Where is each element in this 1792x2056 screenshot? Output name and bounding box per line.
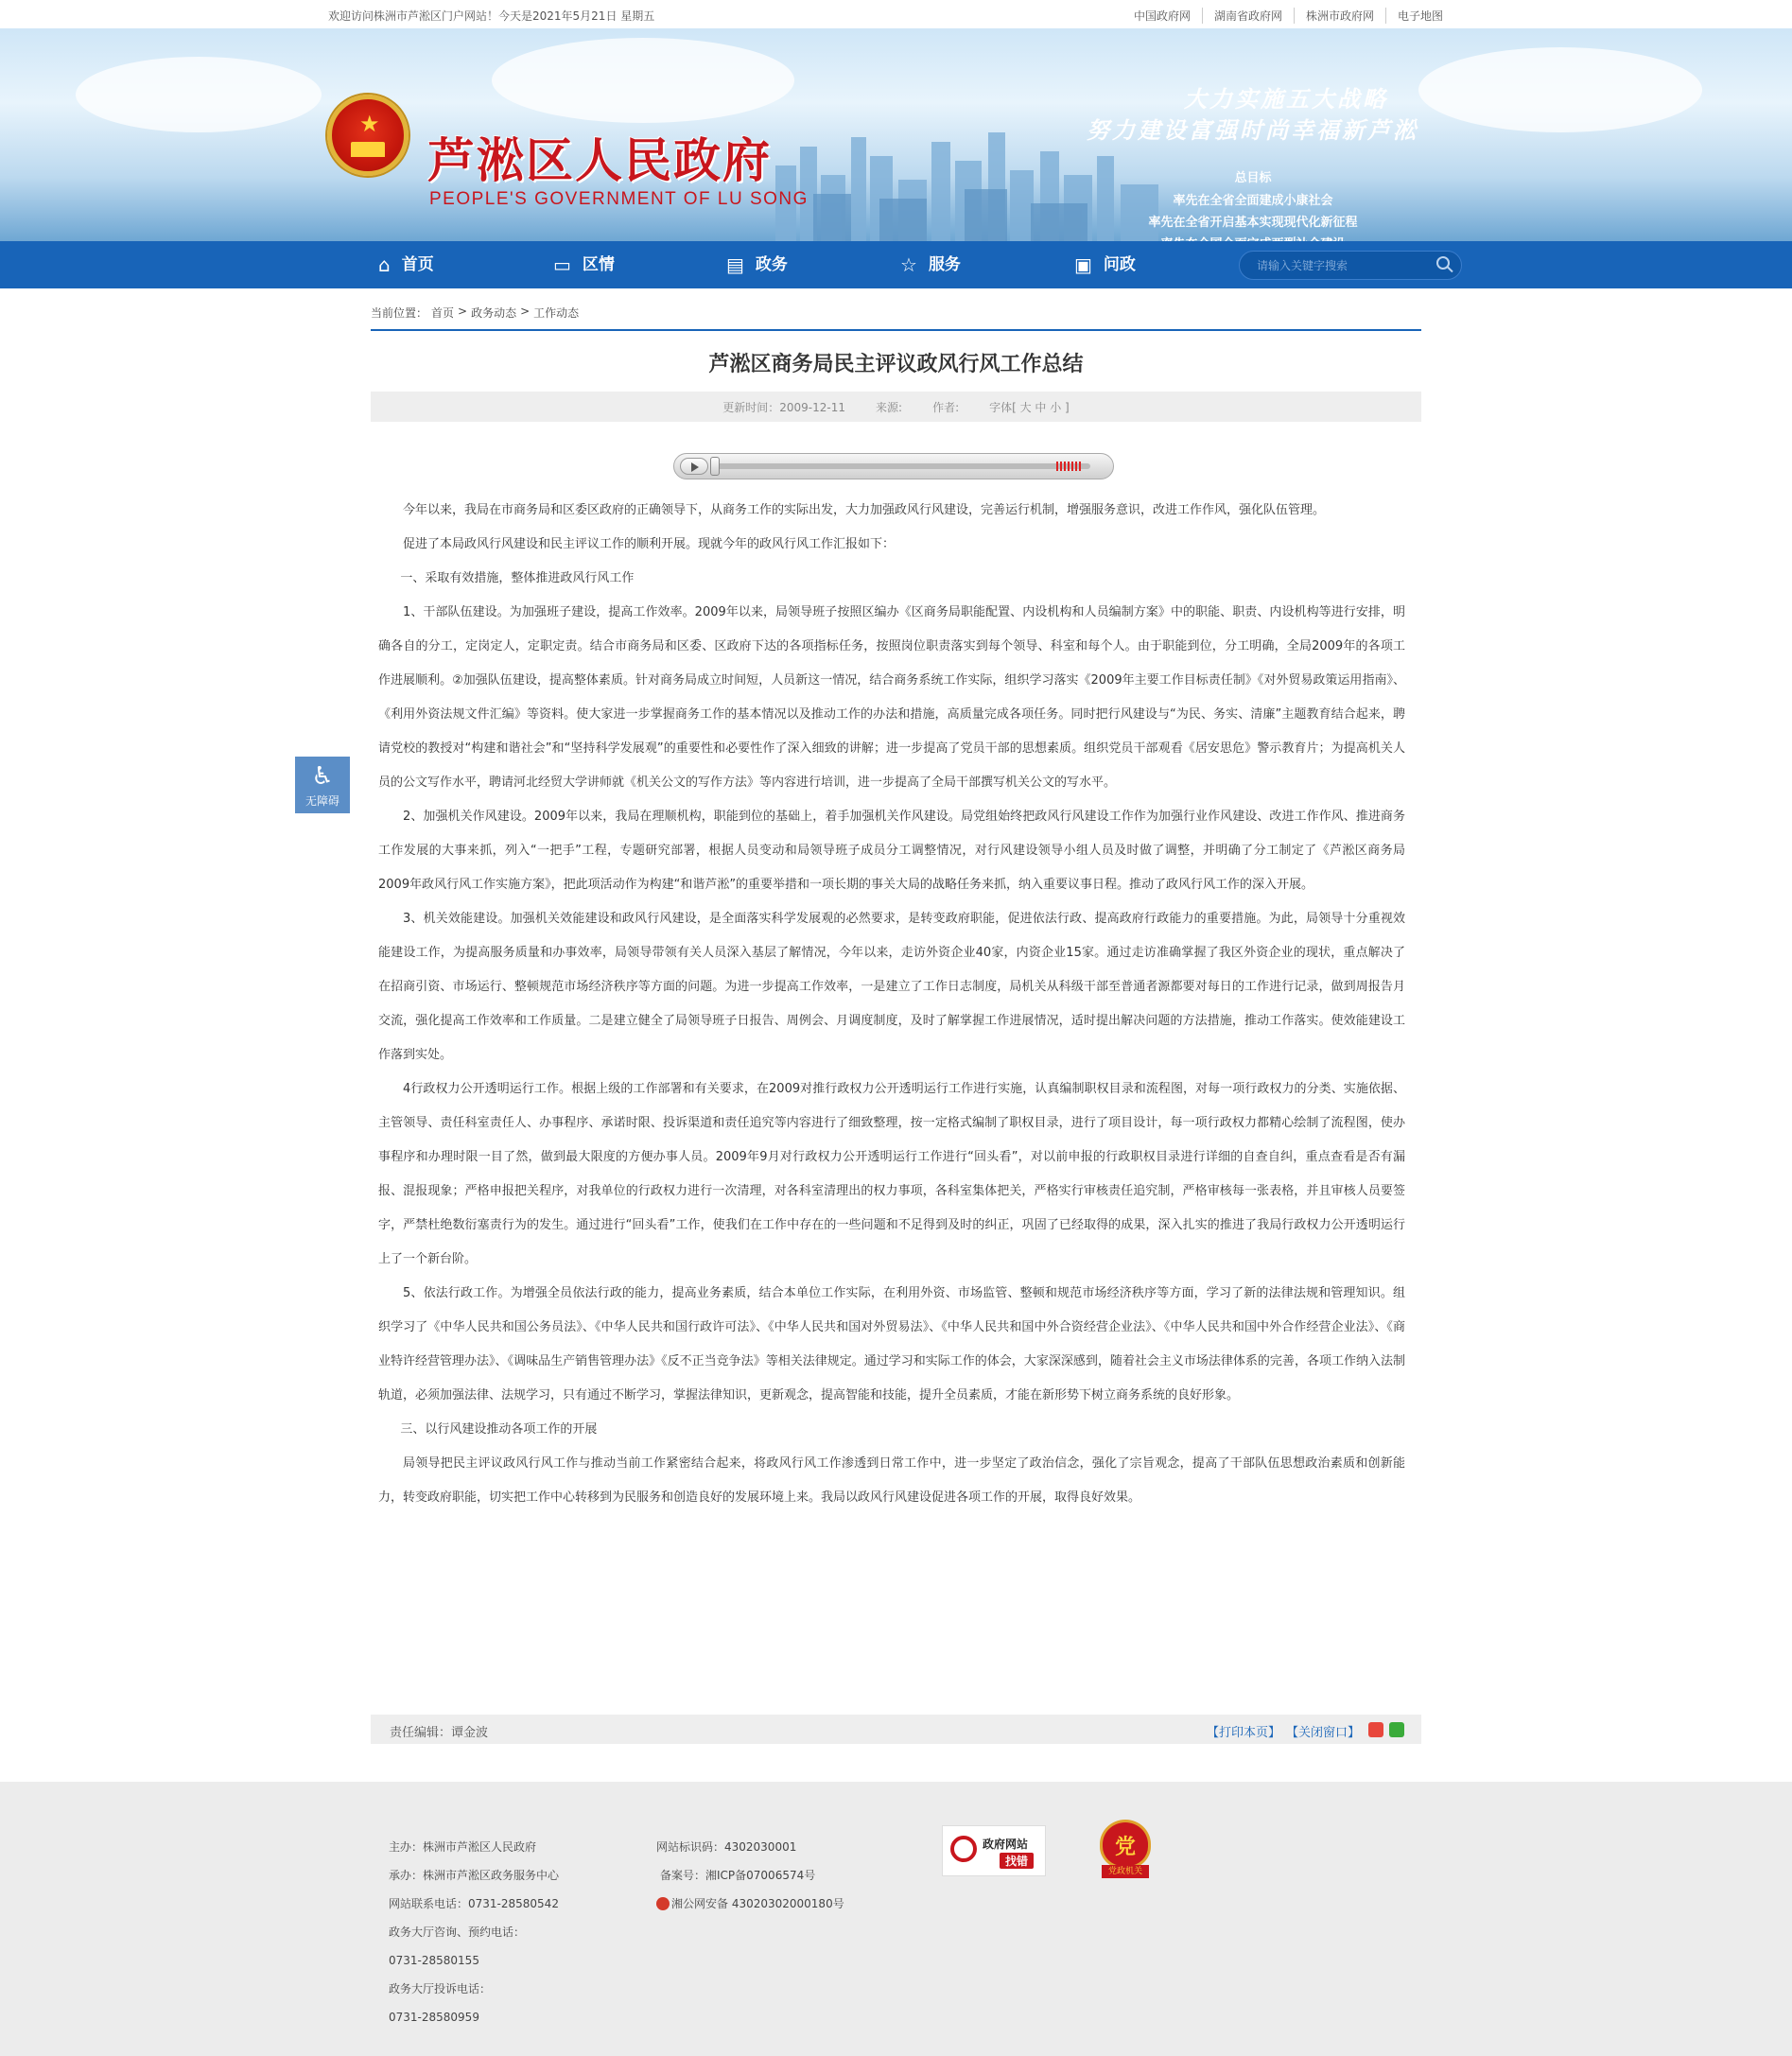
link-zhuzhou-gov[interactable]: 株洲市政府网 bbox=[1294, 8, 1385, 24]
search-icon[interactable] bbox=[1436, 256, 1450, 270]
footer-hall-consult-phone: 0731-28580155 bbox=[389, 1954, 479, 1967]
article-title: 芦淞区商务局民主评议政风行风工作总结 bbox=[708, 353, 1084, 376]
footer-complaint-phone: 0731-28580959 bbox=[389, 2011, 479, 2024]
cloud-decoration bbox=[492, 38, 794, 123]
goal-item: 率先在全省全面建成小康社会 bbox=[1173, 194, 1333, 208]
nav-item-label: 服务 bbox=[928, 255, 961, 274]
breadcrumb-government-news[interactable]: 政务动态 bbox=[471, 306, 517, 320]
wheelchair-icon: ♿ bbox=[311, 762, 334, 791]
nav-item-overview[interactable] bbox=[553, 241, 615, 288]
footer-police-record-label: 湘公网安备 43020302000180号 bbox=[671, 1897, 844, 1910]
search-box bbox=[1239, 251, 1462, 280]
slogan-line-2: 努力建设富强时尚幸福新芦淞 bbox=[1087, 116, 1418, 144]
badge-text: 找错 bbox=[1000, 1853, 1034, 1869]
article-paragraph: 促进了本局政风行风建设和民主评议工作的顺利开展。现就今年的政风行风工作汇报如下： bbox=[403, 537, 896, 551]
party-emblem-icon bbox=[1100, 1820, 1151, 1869]
play-button[interactable] bbox=[680, 458, 708, 475]
footer-contact-phone: 网站联系电话：0731-28580542 bbox=[389, 1897, 559, 1910]
police-badge-icon bbox=[656, 1897, 670, 1910]
site-title: 芦淞区人民政府 bbox=[427, 132, 772, 188]
document-icon: ▤ bbox=[726, 253, 744, 276]
badge-label: 党政机关 bbox=[1102, 1865, 1149, 1878]
responsible-editor: 责任编辑：谭金波 bbox=[390, 1726, 489, 1740]
cloud-decoration bbox=[76, 57, 322, 132]
footer-info-left bbox=[389, 1833, 559, 2031]
top-links bbox=[1122, 8, 1454, 24]
nav-item-service[interactable] bbox=[900, 241, 961, 288]
city-skyline-image bbox=[0, 128, 1792, 241]
breadcrumb-home[interactable]: 首页 bbox=[431, 306, 455, 320]
footer bbox=[0, 1782, 1792, 2056]
welcome-text: 欢迎访问株洲市芦淞区门户网站！今天是2021年5月21日 星期五 bbox=[328, 9, 655, 23]
footer-info-right bbox=[656, 1833, 844, 1918]
wechat-share-icon[interactable] bbox=[1389, 1722, 1404, 1737]
link-hunan-gov[interactable]: 湖南省政府网 bbox=[1202, 8, 1294, 24]
footer-icp-record[interactable]: 备案号：湘ICP备07006574号 bbox=[660, 1869, 816, 1882]
home-icon: ⌂ bbox=[378, 253, 391, 276]
nav-item-home[interactable] bbox=[378, 241, 434, 288]
article-paragraph: 2、加强机关作风建设。2009年以来，我局在理顺机构，职能到位的基础上，着手加强机关作风建设。局党组始终把政风行风建设工作作为加强行业作风建设、改进工作作风、推进商务工作发展的大事来抓，列入“一把手”工程，专题研究部署，根据人员变动和局领导班子成员分工调整情况，对行风建设领导小组人员及时做了调整，并明确了分工制定了《芦淞区商务局2009年政风行风工作实施方案》，把此项活动作为构建“和谐芦淞”的重要举措和一项长期的事关大局的战略任务来抓，纳入重要议事日程。推动了政风行风工作的深入开展。 bbox=[378, 810, 1405, 892]
nav-item-label: 政务 bbox=[755, 255, 788, 274]
site-subtitle: PEOPLE'S GOVERNMENT OF LU SONG bbox=[429, 189, 809, 209]
goal-item: 率先在全省开启基本实现现代化新征程 bbox=[1148, 216, 1358, 230]
progress-handle[interactable] bbox=[710, 457, 720, 476]
article-source: 来源: bbox=[876, 400, 903, 414]
article-paragraph: 局领导把民主评议政风行风工作与推动当前工作紧密结合起来，将政风行风工作渗透到日常工作中，进一步坚定了政治信念，强化了宗旨观念，提高了干部队伍思想政治素质和创新能力，转变政府职能，切实把工作中心转移到为民服务和创造良好的发展环境上来。我局以政风行风建设促进各项工作的开展，取得良好效果。 bbox=[378, 1456, 1405, 1505]
article-paragraph: 5、依法行政工作。为增强全员依法行政的能力，提高业务素质，结合本单位工作实际，在利用外资、市场监管、整顿和规范市场经济秩序等方面，学习了新的法律法规和管理知识。组织学习了《中华人民共和国公务员法》、《中华人民共和国行政许可法》、《中华人民共和国对外贸易法》、《中华人民共和国中外合资经营企业法》、《中华人民共和国中外合作经营企业法》、《商业特许经营管理办法》、《调味品生产销售管理办法》《反不正当竞争法》等相关法律规定。通过学习和实际工作的体会，大家深深感到，随着社会主义市场法律体系的完善，各项工作纳入法制轨道，必须加强法律、法规学习，只有通过不断学习，掌握法律知识，更新观念，提高智能和技能，提升全员素质，才能在新形势下树立商务系统的良好形象。 bbox=[378, 1286, 1405, 1403]
national-emblem-logo: ★ bbox=[327, 95, 409, 176]
footer-organizer: 承办：株洲市芦淞区政务服务中心 bbox=[389, 1869, 560, 1882]
message-icon: ▣ bbox=[1074, 253, 1092, 276]
main-nav bbox=[0, 241, 1792, 288]
footer-hall-consult-label: 政务大厅咨询、预约电话： bbox=[389, 1925, 526, 1939]
update-time: 更新时间：2009-12-11 bbox=[722, 400, 846, 414]
article-paragraph: 4行政权力公开透明运行工作。根据上级的工作部署和有关要求，在2009对推行政权力公开透明运行工作进行实施，认真编制职权目录和流程图，对每一项行政权力的分类、实施依据、主管领导、责任科室责任人、办事程序、承诺时限、投诉渠道和责任追究等内容进行了细致整理，按一定格式编制了职权目录，进行了项目设计，每一项行政权力都精心绘制了流程图，使办事程序和办理时限一目了然，做到最大限度的方便办事人员。2009年9月对行政权力公开透明运行工作进行“回头看”，对以前申报的行政职权目录进行详细的自查自纠，重点查看是否有漏报、混报现象；严格申报把关程序，对我单位的行政权力进行一次清理，对各科室清理出的权力事项，各科室集体把关，严格实行审核责任追究制，严格审核每一张表格，并且审核人员要签字，严禁杜绝数衍塞责行为的发生。通过进行“回头看”工作，使我们在工作中存在的一些问题和不足得到及时的纠正，巩固了已经取得的成果，深入扎实的推进了我局行政权力公开透明运行上了一个新台阶。 bbox=[378, 1082, 1405, 1266]
divider bbox=[371, 329, 1421, 331]
editor-bar bbox=[371, 1715, 1421, 1744]
footer-complaint-label: 政务大厅投诉电话： bbox=[389, 1982, 492, 1995]
nav-item-label: 区情 bbox=[582, 255, 615, 274]
star-icon: ☆ bbox=[900, 253, 917, 276]
breadcrumb-separator: > bbox=[458, 305, 468, 318]
search-input[interactable] bbox=[1257, 257, 1418, 274]
cloud-decoration bbox=[1418, 47, 1702, 132]
nav-item-label: 问政 bbox=[1103, 255, 1136, 274]
volume-control[interactable] bbox=[1056, 462, 1081, 471]
progress-track[interactable] bbox=[712, 463, 1090, 469]
close-window-link[interactable]: 【关闭窗口】 bbox=[1285, 1726, 1360, 1740]
top-bar bbox=[0, 0, 1792, 28]
weibo-share-icon[interactable] bbox=[1368, 1722, 1383, 1737]
header-banner bbox=[0, 28, 1792, 241]
article-author: 作者: bbox=[932, 400, 960, 414]
accessibility-button[interactable] bbox=[295, 757, 350, 813]
footer-site-id: 网站标识码：4302030001 bbox=[656, 1840, 797, 1854]
footer-police-record[interactable] bbox=[656, 1890, 844, 1918]
section-heading: 三、以行风建设推动各项工作的开展 bbox=[400, 1422, 598, 1437]
magnifier-icon bbox=[950, 1836, 977, 1862]
breadcrumb-separator: > bbox=[520, 305, 531, 318]
nav-item-government[interactable] bbox=[726, 241, 788, 288]
article-paragraph: 1、干部队伍建设。为加强班子建设，提高工作效率。2009年以来，局领导班子按照区编办《区商务局职能配置、内设机构和人员编制方案》中的职能、职责、内设机构等进行安排，明确各自的分工，定岗定人，定职定责。结合市商务局和区委、区政府下达的各项指标任务，按照岗位职责落实到每个领导、科室和每个人。由于职能到位，分工明确，全局2009年的各项工作进展顺利。②加强队伍建设，提高整体素质。针对商务局成立时间短，人员新这一情况，结合商务系统工作实际，组织学习落实《2009年主要工作目标责任制》《对外贸易政策运用指南》、《利用外资法规文件汇编》等资料。使大家进一步掌握商务工作的基本情况以及推动工作的办法和措施，高质量完成各项任务。同时把行风建设与“为民、务实、清廉”主题教育结合起来，聘请党校的教授对“构建和谐社会”和“坚持科学发展观”的重要性和必要性作了深入细致的讲解；进一步提高了党员干部的思想素质。组织党员干部观看《居安思危》警示教育片；为提高机关人员的公文写作水平，聘请河北经贸大学讲师就《机关公文的写作方法》等内容进行培训，进一步提高了全局干部撰写机关公文的写水平。 bbox=[378, 605, 1405, 790]
gov-site-error-report-badge[interactable] bbox=[942, 1825, 1046, 1876]
breadcrumb-prefix: 当前位置： bbox=[371, 306, 428, 320]
article-meta bbox=[371, 392, 1421, 422]
breadcrumb-work-news[interactable]: 工作动态 bbox=[533, 306, 580, 320]
font-size-switcher[interactable]: 字体[ 大 中 小 ] bbox=[989, 400, 1070, 414]
picture-icon: ▭ bbox=[553, 253, 571, 276]
article-paragraph: 3、机关效能建设。加强机关效能建设和政风行风建设，是全面落实科学发展观的必然要求，是转变政府职能，促进依法行政、提高政府行政能力的重要措施。为此，局领导十分重视效能建设工作，为提高服务质量和办事效率，局领导带领有关人员深入基层了解情况，今年以来，走访外资企业40家，内资企业15家。通过走访准确掌握了我区外资企业的现状，重点解决了在招商引资、市场运行、整顿规范市场经济秩序等方面的问题。为进一步提高工作效率，一是建立了工作日志制度，局机关从科级干部至普通者源都要对每日的工作进行记录，做到周报告月交流，强化提高工作效率和工作质量。二是建立健全了局领导班子日报告、周例会、月调度制度，及时了解掌握工作进展情况，适时提出解决问题的方法措施，推动工作落实。使效能建设工作落到实处。 bbox=[378, 912, 1405, 1062]
party-gov-org-badge[interactable] bbox=[1100, 1820, 1151, 1878]
slogan-line-1: 大力实施五大战略 bbox=[1184, 85, 1388, 113]
article-body bbox=[378, 494, 1405, 1515]
article-actions bbox=[1201, 1722, 1360, 1740]
article-paragraph: 今年以来，我局在市商务局和区委区政府的正确领导下，从商务工作的实际出发，大力加强政风行风建设，完善运行机制，增强服务意识，改进工作作风，强化队伍管理。 bbox=[403, 503, 1326, 517]
badge-text: 政府网站 bbox=[983, 1838, 1029, 1851]
section-heading: 一、采取有效措施，整体推进政风行风工作 bbox=[400, 571, 635, 585]
nav-item-label: 首页 bbox=[401, 255, 434, 274]
link-gov-cn[interactable]: 中国政府网 bbox=[1133, 9, 1191, 23]
nav-item-inquiry[interactable] bbox=[1074, 241, 1136, 288]
breadcrumb bbox=[371, 305, 583, 321]
footer-host: 主办：株洲市芦淞区人民政府 bbox=[389, 1840, 537, 1854]
accessibility-label: 无障碍 bbox=[304, 794, 339, 808]
print-page-link[interactable]: 【打印本页】 bbox=[1206, 1726, 1280, 1740]
link-e-map[interactable]: 电子地图 bbox=[1385, 8, 1454, 24]
audio-player bbox=[673, 453, 1114, 479]
goal-title: 总目标 bbox=[1234, 171, 1272, 185]
